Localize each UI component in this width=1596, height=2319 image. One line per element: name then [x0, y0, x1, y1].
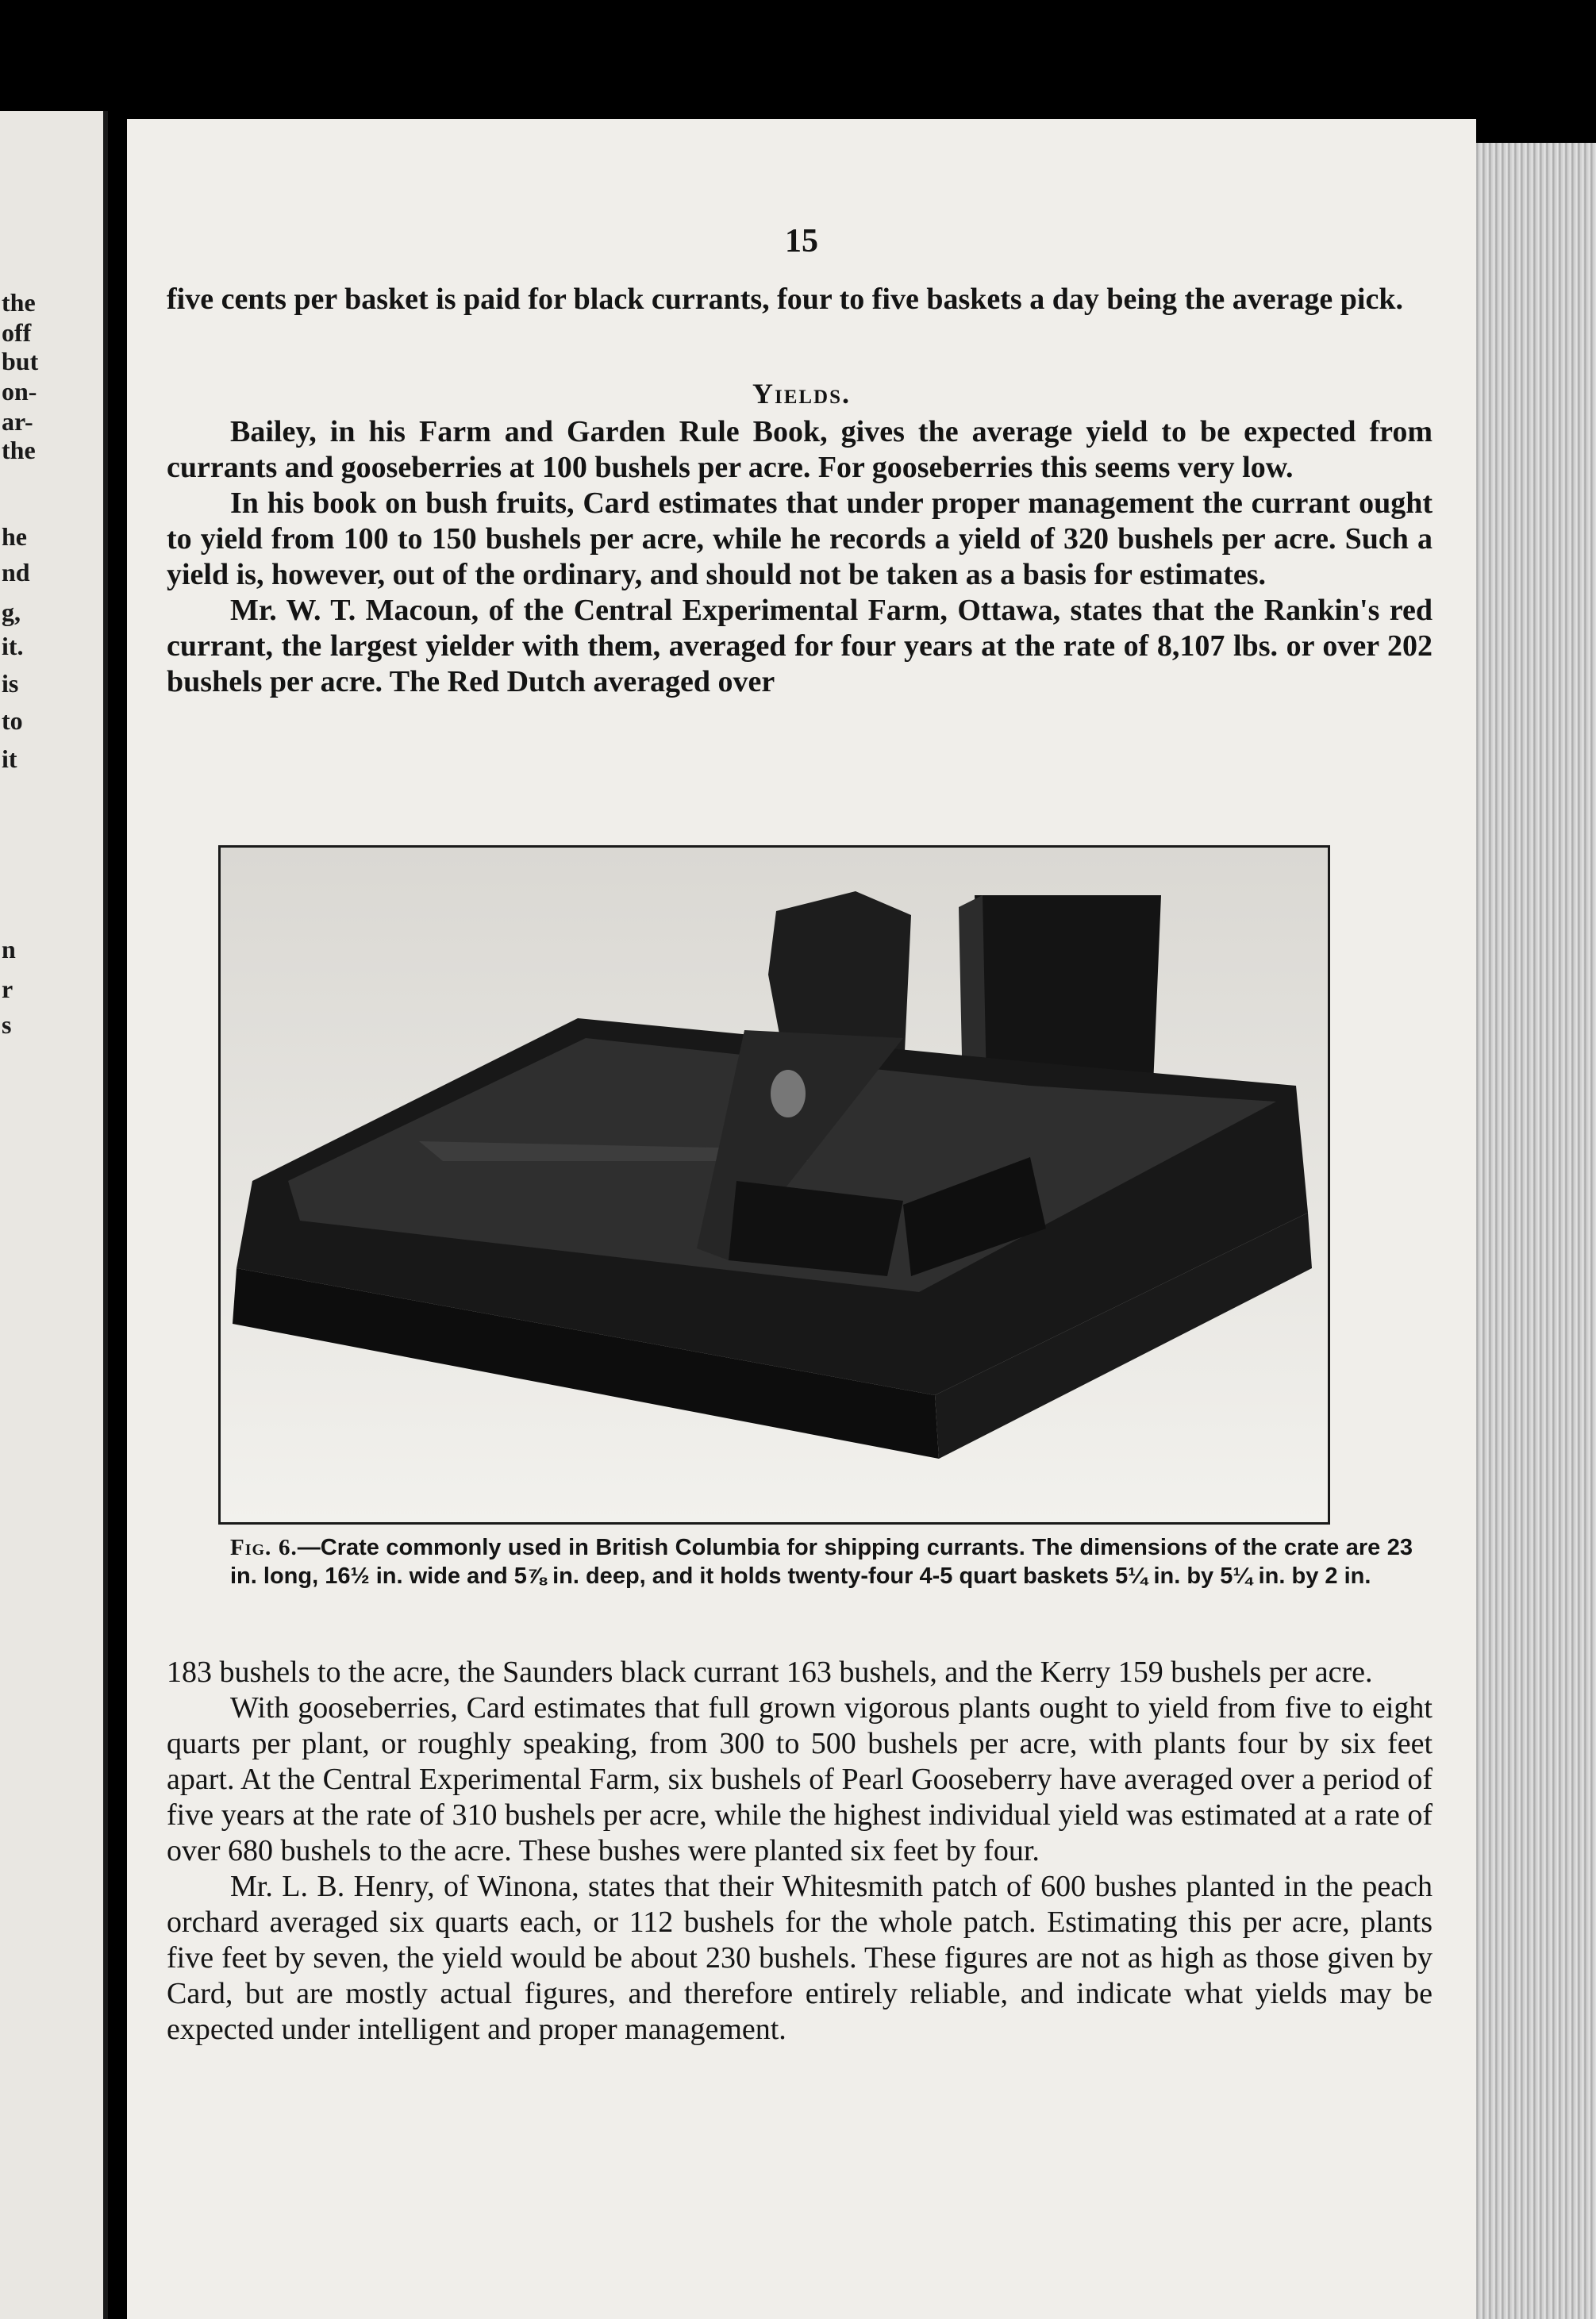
paragraph-text: five cents per basket is paid for black currants, four to five baskets a day being the average pick.	[167, 283, 1403, 316]
left-page-fragment: it	[2, 744, 17, 773]
left-page-fragment: the	[2, 288, 36, 317]
left-page-fragment: ar-	[2, 407, 33, 436]
left-page-fragment: s	[2, 1010, 12, 1039]
left-page-fragment: it.	[2, 632, 24, 660]
crate-illustration	[221, 848, 1328, 1522]
opening-paragraph	[167, 282, 1433, 317]
adjacent-page-strip	[0, 111, 108, 2319]
page-number: 15	[785, 223, 818, 260]
figure-label: Fig. 6.	[230, 1535, 298, 1560]
paragraph-text: Mr. L. B. Henry, of Winona, states that their Whitesmith patch of 600 bushes planted in the peach orchard averaged six quarts each, or 112 bushels for the whole patch. Estimating this per acre, plants five feet by seven, the yield would be about 230 bushels. These figures are not as high as those given by Card, but are mostly actual figures, and therefore entirely reliable, and indicate what yields may be expected under intelligent and proper management.	[167, 1870, 1433, 2046]
figure-caption	[230, 1533, 1413, 1590]
figure-caption-text: —Crate commonly used in British Columbia for shipping currants. The dimensions of the crate are 23 in. long, 16½ in. wide and 5⅞ in. deep, and it holds twenty-four 4-5 quart baskets 5¼ in. by 5¼ in. by 2 in.	[230, 1535, 1413, 1589]
left-page-fragment: the	[2, 436, 36, 464]
book-page-edges	[1460, 143, 1596, 2319]
text-before-figure	[167, 414, 1433, 700]
left-page-fragment: but	[2, 347, 39, 375]
left-page-fragment: n	[2, 935, 16, 963]
left-page-fragment: g,	[2, 598, 21, 626]
paragraph-text: With gooseberries, Card estimates that full grown vigorous plants ought to yield from five to eight quarts per plant, or roughly speaking, from 300 to 500 bushels per acre, with plants four by six feet apart. At the Central Experimental Farm, six bushels of Pearl Gooseberry have averaged over a period of five years at the rate of 310 bushels per acre, while the highest individual yield was estimated at a rate of over 680 bushels to the acre. These bushes were planted six feet by four.	[167, 1691, 1433, 1867]
left-page-fragment: r	[2, 975, 13, 1003]
left-page-fragment: he	[2, 522, 27, 551]
paragraph-text: In his book on bush fruits, Card estimates that under proper management the currant ought to yield from 100 to 150 bushels per acre, while he records a yield of 320 bushels per acre. Such a yield is, however, out of the ordinary, and should not be taken as a basis for estimates.	[167, 486, 1433, 591]
left-page-fragment: off	[2, 318, 32, 347]
paragraph-text: Mr. W. T. Macoun, of the Central Experimental Farm, Ottawa, states that the Rankin's red currant, the largest yielder with them, averaged for four years at the rate of 8,107 lbs. or over 202 bushels per acre. The Red Dutch averaged over	[167, 594, 1433, 698]
left-page-fragment: to	[2, 706, 23, 735]
section-heading: Yields.	[752, 378, 852, 410]
paragraph-text: 183 bushels to the acre, the Saunders black currant 163 bushels, and the Kerry 159 bushels per acre.	[167, 1656, 1373, 1689]
left-page-fragment: on-	[2, 377, 37, 406]
crate-photograph	[218, 845, 1330, 1525]
book-page	[127, 119, 1476, 2319]
left-page-fragment: nd	[2, 558, 30, 586]
paragraph-text: Bailey, in his Farm and Garden Rule Book, gives the average yield to be expected from currants and gooseberries at 100 bushels per acre. For gooseberries this seems very low.	[167, 415, 1433, 484]
left-page-fragment: is	[2, 669, 19, 698]
text-after-figure	[167, 1655, 1433, 2048]
